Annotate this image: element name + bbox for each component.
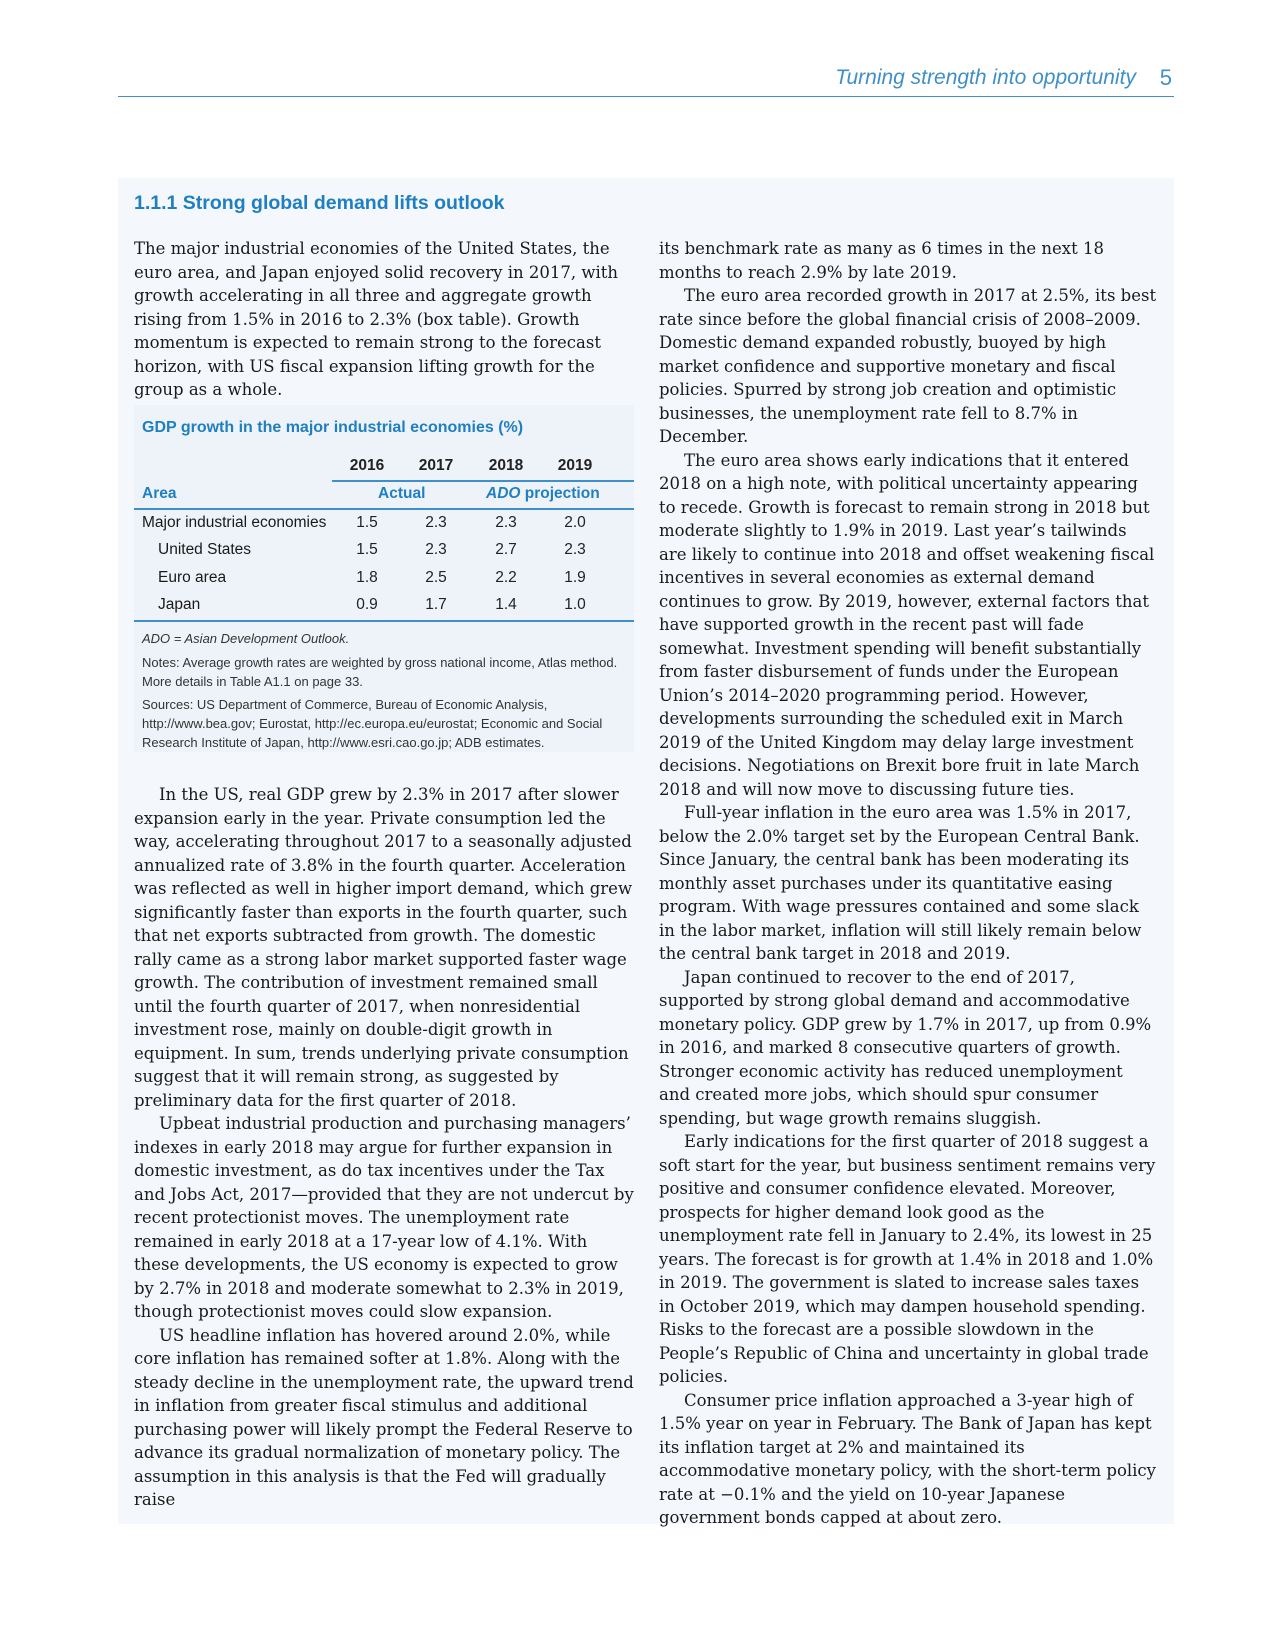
header-rule-lower [134,508,634,510]
right-column [659,237,1159,1530]
body-paragraph: US headline inflation has hovered around 2.0%, while core inflation has remained softer at 1.8%. Along with the steady decline in the unemployment rate, the upward trend in inflation from greater fiscal stimulus and additional purchasing power will likely prompt the Federal Reserve to advance its gradual normalization of monetary policy. The assumption in this analysis is that the Fed will gradually raise [134,1325,634,1509]
table-cell: 2.2 [495,569,517,586]
table-cell: 2.0 [564,514,586,531]
projection-header-ado: ADO [486,485,521,502]
box-title: 1.1.1 Strong global demand lifts outlook [134,192,505,214]
running-head [118,62,1174,97]
projection-header [486,485,600,503]
table-cell: 2.3 [564,541,586,558]
left-column [134,783,634,1512]
box-table [134,405,634,752]
actual-header: Actual [378,485,426,502]
body-paragraph: The euro area shows early indications that it entered 2018 on a high note, with political uncertainty appearing to recede. Growth is forecast to remain strong in 2018 but moderate slightly to 1.9% in 2019. Last year’s tailwinds are likely to continue into 2018 and offset weakening fiscal incentives in several economies as external demand continues to grow. By 2019, however, external factors that have supported growth in the recent past will fade somewhat. Investment spending will benefit substantially from faster disbursement of funds under the European Union’s 2014–2020 programming period. However, developments surrounding the scheduled exit in March 2019 of the United Kingdom may delay large investment decisions. Negotiations on Brexit bore fruit in late March 2018 and will now move to discussing future ties. [659,450,1155,799]
table-row-area: Japan [158,596,201,613]
table-cell: 2.3 [495,514,517,531]
table-cell: 1.8 [356,569,378,586]
table-cell: 1.0 [564,596,586,613]
table-notes: Notes: Average growth rates are weighted by gross national income, Atlas method. More details in Table A1.1 on page 33. [142,655,618,689]
intro-paragraph: The major industrial economies of the United States, the euro area, and Japan enjoyed solid recovery in 2017, with growth accelerating in all three and aggregate growth rising from 1.5% in 2016 to 2.3% (box table). Growth momentum is expected to remain strong to the forecast horizon, with US fiscal expansion lifting growth for the group as a whole. [134,239,619,399]
header-rule-upper [332,480,634,482]
body-paragraph: Japan continued to recover to the end of 2017, supported by strong global demand and accommodative monetary policy. GDP grew by 1.7% in 2017, up from 0.9% in 2016, and marked 8 consecutive quarters of growth. Stronger economic activity has reduced unemployment and created more jobs, which should spur consumer spending, but wage growth remains sluggish. [659,967,1152,1128]
intro-column [134,237,634,402]
year-header-2019: 2019 [557,457,593,474]
running-head-title: Turning strength into opportunity [835,66,1136,89]
body-paragraph: The euro area recorded growth in 2017 at 2.5%, its best rate since before the global financial crisis of 2008–2009. Domestic demand expanded robustly, buoyed by high market confidence and supportive monetary and fiscal policies. Spurred by strong job creation and optimistic businesses, the unemployment rate fell to 8.7% in December. [659,286,1157,446]
body-paragraph: Consumer price inflation approached a 3-year high of 1.5% year on year in February. The Bank of Japan has kept its inflation target at 2% and maintained its accommodative monetary policy, with the short-term policy rate at −0.1% and the yield on 10-year Japanese government bonds capped at about zero. [659,1390,1156,1527]
table-cell: 2.3 [425,541,447,558]
table-cell: 1.9 [564,569,586,586]
table-bottom-rule [134,620,634,622]
table-cell: 1.7 [425,596,447,613]
table-sources: Sources: US Department of Commerce, Bureau of Economic Analysis, http://www.bea.gov; Eurostat, http://ec.europa.eu/eurostat; Economic and Social Research Institute of Japan, http://www.esri.cao.go.jp; ADB estimates. [142,697,603,750]
body-paragraph: Full-year inflation in the euro area was 1.5% in 2017, below the 2.0% target set by the European Central Bank. Since January, the central bank has been moderating its monthly asset purchases under its quantitative easing program. With wage pressures contained and some slack in the labor market, inflation will still likely remain below the central bank target in 2018 and 2019. [659,803,1142,963]
table-row-area: United States [158,541,252,558]
year-header-2018: 2018 [488,457,524,474]
table-cell: 0.9 [356,596,378,613]
year-header-2016: 2016 [349,457,385,474]
table-row-area: Euro area [158,569,227,586]
table-cell: 2.3 [425,514,447,531]
body-paragraph: Upbeat industrial production and purchasing managers’ indexes in early 2018 may argue for further expansion in domestic investment, as do tax incentives under the Tax and Jobs Act, 2017—provided that they are not undercut by recent protectionist moves. The unemployment rate remained in early 2018 at a 17-year low of 4.1%. With these developments, the US economy is expected to grow by 2.7% in 2018 and moderate somewhat to 2.3% in 2019, though protectionist moves could slow expansion. [134,1114,634,1321]
table-cell: 1.5 [356,541,378,558]
area-header: Area [142,485,177,502]
body-paragraph: In the US, real GDP grew by 2.3% in 2017 after slower expansion early in the year. Private consumption led the way, accelerating throughout 2017 to a seasonally adjusted annualized rate of 3.8% in the fourth quarter. Acceleration was reflected as well in higher import demand, which grew significantly faster than exports in the fourth quarter, such that net exports subtracted from growth. The domestic rally came as a strong labor market supported faster wage growth. The contribution of investment remained small until the fourth quarter of 2017, when nonresidential investment rose, mainly on double-digit growth in equipment. In sum, trends underlying private consumption suggest that it will remain strong, as suggested by preliminary data for the first quarter of 2018. [134,785,633,1110]
box-1-1-1 [118,178,1174,1527]
projection-header-rest: projection [520,485,600,502]
body-paragraph: its benchmark rate as many as 6 times in the next 18 months to reach 2.9% by late 2019. [659,239,1104,282]
page-number: 5 [1159,65,1172,90]
body-paragraph: Early indications for the first quarter of 2018 suggest a soft start for the year, but business sentiment remains very positive and consumer confidence elevated. Moreover, prospects for higher demand look good as the unemployment rate fell in January to 2.4%, its lowest in 25 years. The forecast is for growth at 1.4% in 2018 and 1.0% in 2019. The government is slated to increase sales taxes in October 2019, which may dampen household spending. Risks to the forecast are a possible slowdown in the People’s Republic of China and uncertainty in global trade policies. [659,1132,1156,1386]
table-cell: 1.4 [495,596,517,613]
table-cell: 2.7 [495,541,517,558]
table-title: GDP growth in the major industrial economies (%) [142,419,524,436]
table-row-area: Major industrial economies [142,514,327,531]
year-header-2017: 2017 [418,457,454,474]
table-cell: 2.5 [425,569,447,586]
table-abbreviation: ADO = Asian Development Outlook. [142,631,350,646]
table-cell: 1.5 [356,514,378,531]
